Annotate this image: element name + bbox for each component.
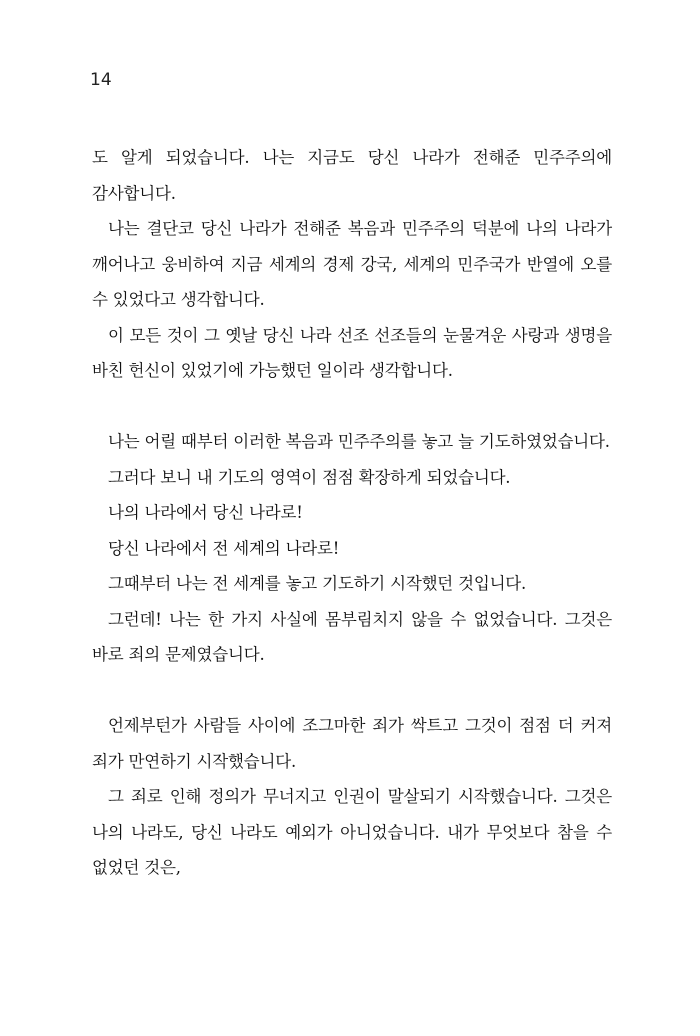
paragraph: 그 죄로 인해 정의가 무너지고 인권이 말살되기 시작했습니다. 그것은 나의 나라도, 당신 나라도 예외가 아니었습니다. 내가 무엇보다 참을 수 없었던 것은, xyxy=(92,787,612,877)
paragraph: 나는 결단코 당신 나라가 전해준 복음과 민주주의 덕분에 나의 나라가 깨어나고 웅비하여 지금 세계의 경제 강국, 세계의 민주국가 반열에 오를 수 있었다고 생각합니다. xyxy=(92,219,612,309)
paragraph: 그런데! 나는 한 가지 사실에 몸부림치지 않을 수 없었습니다. 그것은 바로 죄의 문제였습니다. xyxy=(92,609,612,664)
paragraph-gap xyxy=(92,673,612,709)
paragraph: 그러다 보니 내 기도의 영역이 점점 확장하게 되었습니다. xyxy=(108,467,511,487)
paragraph: 도 알게 되었습니다. 나는 지금도 당신 나라가 전해준 민주주의에 감사합니다. xyxy=(92,148,612,203)
paragraph: 당신 나라에서 전 세계의 나라로! xyxy=(108,538,340,558)
paragraph: 나의 나라에서 당신 나라로! xyxy=(108,503,303,522)
paragraph: 나는 어릴 때부터 이러한 복음과 민주주의를 놓고 늘 기도하였었습니다. xyxy=(108,432,610,451)
body-text xyxy=(92,140,612,886)
paragraph-gap xyxy=(92,389,612,425)
page-number: 14 xyxy=(90,70,112,90)
paragraph: 그때부터 나는 전 세계를 놓고 기도하기 시작했던 것입니다. xyxy=(108,574,527,593)
paragraph: 이 모든 것이 그 옛날 당신 나라 선조 선조들의 눈물겨운 사랑과 생명을 바친 헌신이 있었기에 가능했던 일이라 생각합니다. xyxy=(92,325,612,380)
paragraph: 언제부턴가 사람들 사이에 조그마한 죄가 싹트고 그것이 점점 더 커져 죄가 만연하기 시작했습니다. xyxy=(92,716,612,771)
